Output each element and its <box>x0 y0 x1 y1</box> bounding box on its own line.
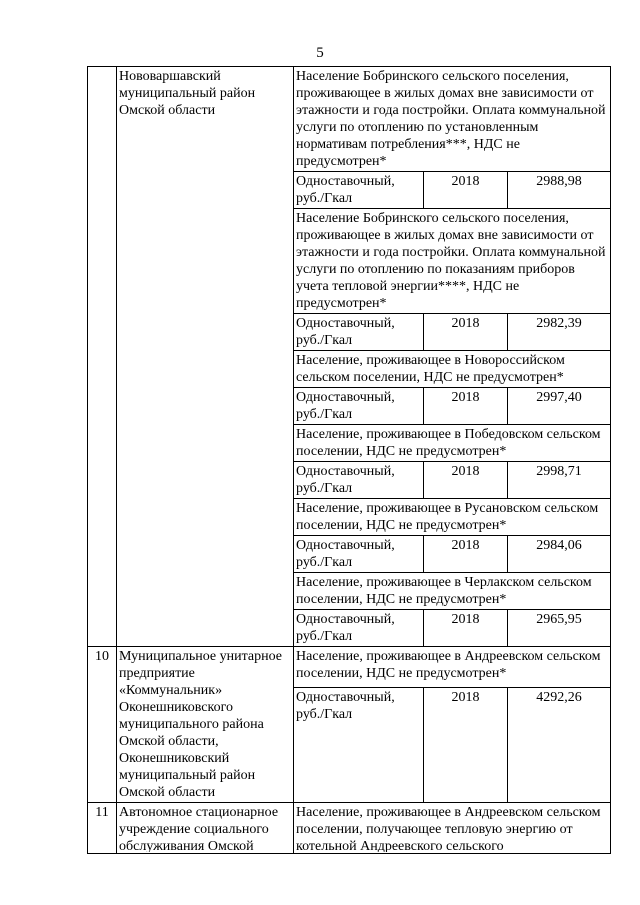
table-row <box>88 803 611 854</box>
consumer-description: Население, проживающее в Андреевском сельском поселении, НДС не предусмотрен* <box>294 647 611 688</box>
year-cell: 2018 <box>424 688 508 803</box>
consumer-description: Население Бобринского сельского поселения, проживающее в жилых домах вне зависимости от этажности и года постройки. Оплата коммунальной услуги по отоплению по показаниям приборов учета тепловой энергии****, НДС не предусмотрен* <box>294 209 611 314</box>
consumer-description: Население, проживающее в Русановском сельском поселении, НДС не предусмотрен* <box>294 499 611 536</box>
row-number-cell: 11 <box>88 803 117 854</box>
page-number: 5 <box>316 45 324 61</box>
rate-type: Одноставочный, руб./Гкал <box>294 610 424 647</box>
consumer-description <box>294 803 611 854</box>
consumer-description: Население Бобринского сельского поселения, проживающее в жилых домах вне зависимости от этажности и года постройки. Оплата коммунальной услуги по отоплению по установленным нормативам потребления***, НДС не предусмотрен* <box>294 67 611 172</box>
price-cell: 2997,40 <box>508 388 611 425</box>
rate-type: Одноставочный, руб./Гкал <box>294 536 424 573</box>
price-cell: 2984,06 <box>508 536 611 573</box>
rate-type: Одноставочный, руб./Гкал <box>294 314 424 351</box>
price-cell: 2988,98 <box>508 172 611 209</box>
row-number-cell <box>88 67 117 647</box>
rate-type: Одноставочный, руб./Гкал <box>294 688 424 803</box>
table-row <box>88 647 611 688</box>
consumer-description: Население, проживающее в Победовском сельском поселении, НДС не предусмотрен* <box>294 425 611 462</box>
tariff-table <box>87 66 611 854</box>
consumer-description-text: Население, проживающее в Андреевском сельском поселении, получающее тепловую энергию от котельной Андреевского сельского <box>296 805 601 852</box>
price-cell: 4292,26 <box>508 688 611 803</box>
year-cell: 2018 <box>424 172 508 209</box>
consumer-description: Население, проживающее в Новороссийском сельском поселении, НДС не предусмотрен* <box>294 351 611 388</box>
row-number-cell: 10 <box>88 647 117 803</box>
price-cell: 2982,39 <box>508 314 611 351</box>
year-cell: 2018 <box>424 314 508 351</box>
rate-type: Одноставочный, руб./Гкал <box>294 388 424 425</box>
year-cell: 2018 <box>424 388 508 425</box>
year-cell: 2018 <box>424 462 508 499</box>
rate-type: Одноставочный, руб./Гкал <box>294 462 424 499</box>
year-cell: 2018 <box>424 536 508 573</box>
organization-cell: Муниципальное унитарное предприятие «Коммунальник» Оконешниковского муниципального района Омской области, Оконешниковский муниципальный район Омской области <box>117 647 294 803</box>
rate-type: Одноставочный, руб./Гкал <box>294 172 424 209</box>
price-cell: 2965,95 <box>508 610 611 647</box>
table-row <box>88 67 611 172</box>
organization-cell: Нововаршавский муниципальный район Омской области <box>117 67 294 647</box>
organization-cell <box>117 803 294 854</box>
organization-text: Автономное стационарное учреждение социального обслуживания Омской <box>119 805 279 852</box>
year-cell: 2018 <box>424 610 508 647</box>
consumer-description: Население, проживающее в Черлакском сельском поселении, НДС не предусмотрен* <box>294 573 611 610</box>
price-cell: 2998,71 <box>508 462 611 499</box>
